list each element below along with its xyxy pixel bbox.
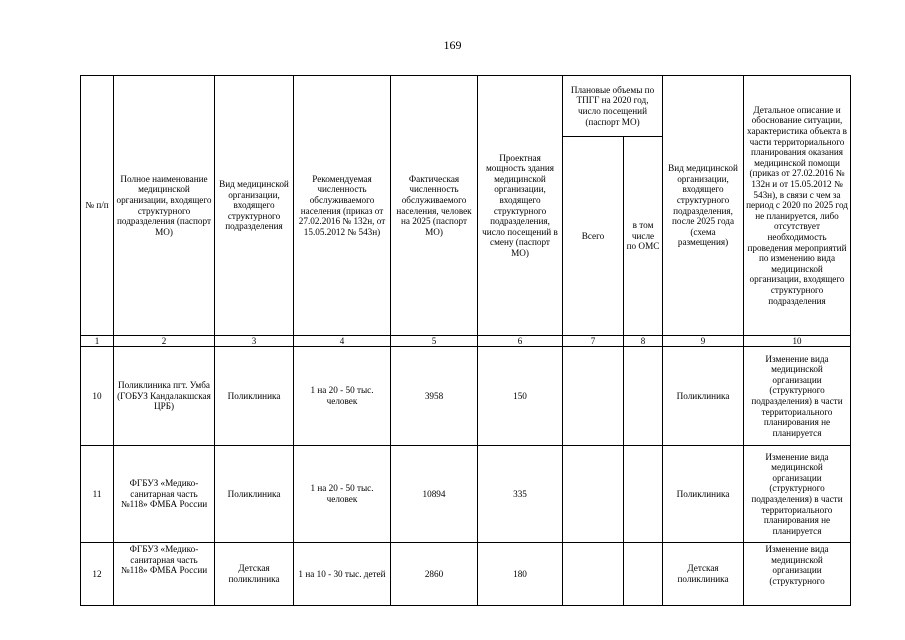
planned-total	[563, 543, 624, 606]
column-number: 9	[663, 336, 744, 347]
header-detailed-description: Детальное описание и обоснование ситуации, характеристика объекта в части территориального планирования оказания медицинской помощи (приказ от 27.02.2016 № 132н и от 15.05.2012 № 543н), в связи с чем за период с 2020 по 2025 год не планируется, либо отсутствует необходимость проведения мероприятий по изменению вида медицинской организации, входящего структурного подразделения	[744, 76, 851, 336]
organization-type: Детская поликлиника	[215, 543, 294, 606]
detailed-description: Изменение вида медицинской организации (структурного подразделения) в части территориального планирования не планируется	[744, 347, 851, 446]
header-row-top	[81, 76, 851, 137]
header-organization-name: Полное наименование медицинской организации, входящего структурного подразделения (паспорт МО)	[114, 76, 215, 336]
medical-organizations-table	[80, 75, 851, 606]
type-after-2025: Детская поликлиника	[663, 543, 744, 606]
table-row	[81, 543, 851, 606]
header-organization-type: Вид медицинской организации, входящего структурного подразделения	[215, 76, 294, 336]
header-actual-population: Фактическая численность обслуживаемого населения, человек на 2025 (паспорт МО)	[391, 76, 478, 336]
header-type-after-2025: Вид медицинской организации, входящего структурного подразделения, после 2025 года (схема размещения)	[663, 76, 744, 336]
row-number: 12	[81, 543, 114, 606]
planned-oms	[624, 347, 663, 446]
actual-population: 2860	[391, 543, 478, 606]
recommended-population: 1 на 10 - 30 тыс. детей	[294, 543, 391, 606]
type-after-2025: Поликлиника	[663, 347, 744, 446]
column-number-row	[81, 336, 851, 347]
design-capacity: 335	[478, 446, 563, 543]
organization-name: ФГБУЗ «Медико-санитарная часть №118» ФМБА России	[114, 543, 215, 606]
planned-oms	[624, 543, 663, 606]
type-after-2025: Поликлиника	[663, 446, 744, 543]
actual-population: 3958	[391, 347, 478, 446]
table-row	[81, 446, 851, 543]
column-number: 2	[114, 336, 215, 347]
recommended-population: 1 на 20 - 50 тыс. человек	[294, 446, 391, 543]
row-number: 10	[81, 347, 114, 446]
design-capacity: 180	[478, 543, 563, 606]
column-number: 1	[81, 336, 114, 347]
planned-total	[563, 446, 624, 543]
column-number: 6	[478, 336, 563, 347]
column-number: 8	[624, 336, 663, 347]
recommended-population: 1 на 20 - 50 тыс. человек	[294, 347, 391, 446]
header-total: Всего	[563, 137, 624, 336]
header-design-capacity: Проектная мощность здания медицинской организации, входящего структурного подразделения, число посещений в смену (паспорт МО)	[478, 76, 563, 336]
table-row	[81, 347, 851, 446]
design-capacity: 150	[478, 347, 563, 446]
header-number: № п/п	[81, 76, 114, 336]
column-number: 7	[563, 336, 624, 347]
header-oms: в том числе по ОМС	[624, 137, 663, 336]
organization-type: Поликлиника	[215, 446, 294, 543]
column-number: 3	[215, 336, 294, 347]
planned-oms	[624, 446, 663, 543]
organization-type: Поликлиника	[215, 347, 294, 446]
header-recommended-population: Рекомендуемая численность обслуживаемого населения (приказ от 27.02.2016 № 132н, от 15.05.2012 № 543н)	[294, 76, 391, 336]
column-number: 5	[391, 336, 478, 347]
column-number: 4	[294, 336, 391, 347]
organization-name: Поликлиника пгт. Умба (ГОБУЗ Кандалакшская ЦРБ)	[114, 347, 215, 446]
column-number: 10	[744, 336, 851, 347]
planned-total	[563, 347, 624, 446]
detailed-description: Изменение вида медицинской организации (структурного подразделения) в части территориального планирования не планируется	[744, 446, 851, 543]
actual-population: 10894	[391, 446, 478, 543]
page-number: 169	[443, 38, 462, 52]
row-number: 11	[81, 446, 114, 543]
header-planned-volumes: Плановые объемы по ТПГГ на 2020 год, число посещений (паспорт МО)	[563, 76, 663, 137]
detailed-description: Изменение вида медицинской организации (структурного	[744, 543, 851, 606]
organization-name: ФГБУЗ «Медико-санитарная часть №118» ФМБА России	[114, 446, 215, 543]
